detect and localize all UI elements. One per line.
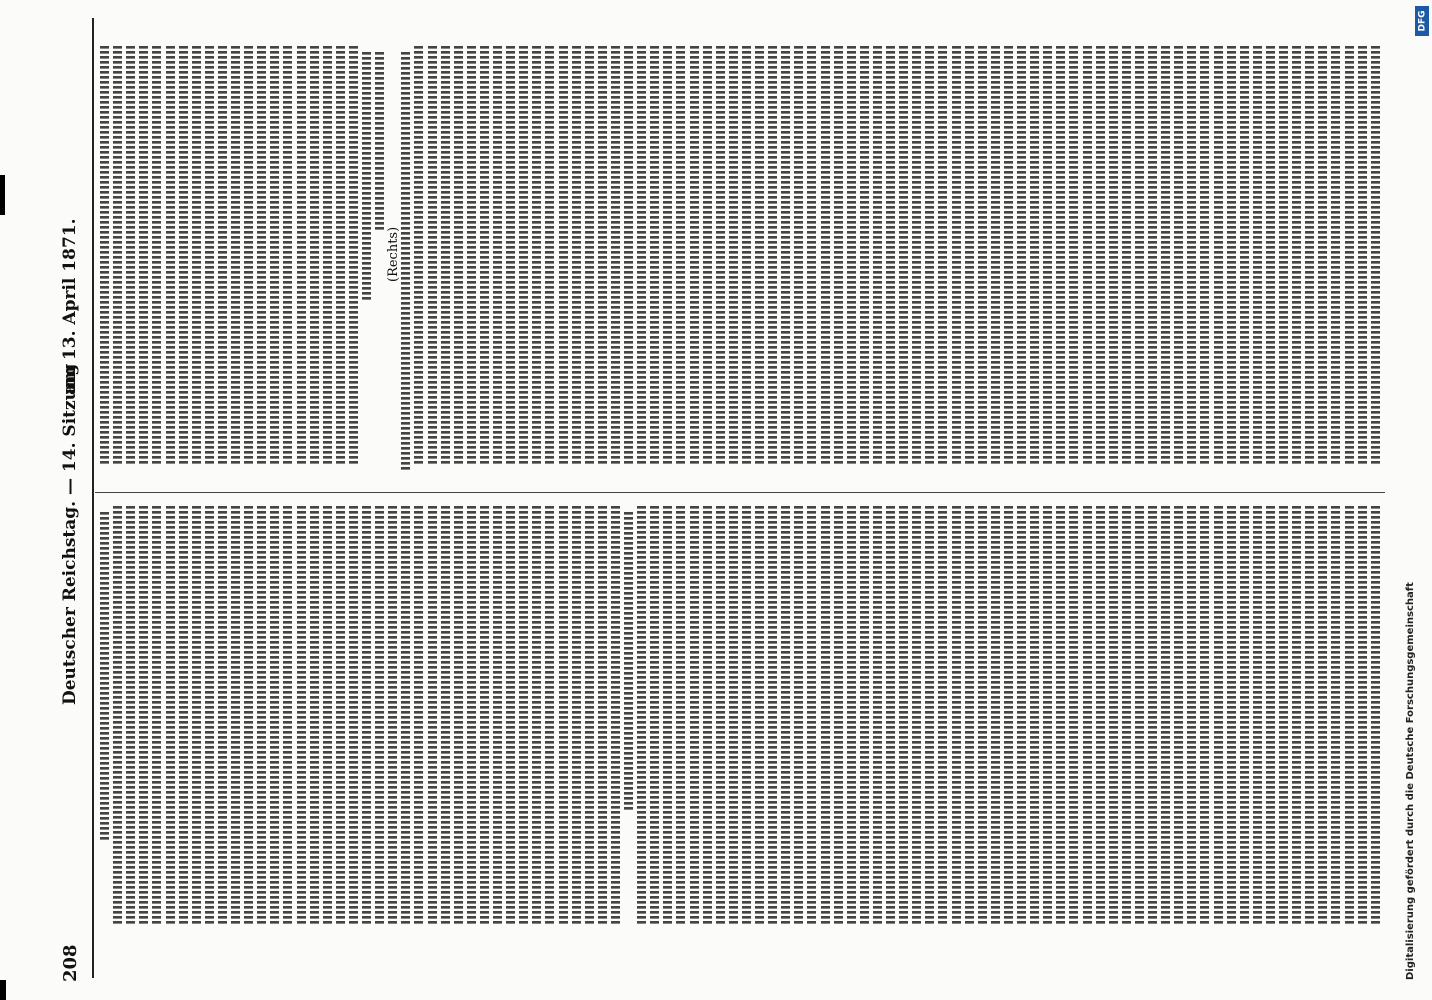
text-line — [1292, 46, 1301, 466]
text-line — [297, 46, 306, 466]
text-line — [375, 52, 384, 232]
text-line — [991, 46, 1000, 466]
text-line — [1240, 46, 1249, 466]
text-line — [938, 506, 947, 926]
running-header-left: Deutscher Reichstag. — 14. Sitzung — [60, 363, 80, 705]
running-header-right: am 13. April 1871. — [60, 218, 80, 395]
text-line — [231, 46, 240, 466]
text-line — [192, 506, 201, 926]
text-line — [585, 46, 594, 466]
text-line — [847, 46, 856, 466]
dfg-logo — [1415, 6, 1429, 36]
text-line — [126, 506, 135, 926]
text-line — [794, 506, 803, 926]
text-line — [1109, 46, 1118, 466]
text-line — [1056, 506, 1065, 926]
text-line — [978, 46, 987, 466]
text-line — [912, 46, 921, 466]
text-line — [624, 512, 633, 812]
text-line — [441, 46, 450, 466]
text-line — [1096, 46, 1105, 466]
text-line — [821, 46, 830, 466]
text-line — [218, 506, 227, 926]
text-line — [545, 46, 554, 466]
text-line — [1318, 506, 1327, 926]
text-line — [1122, 506, 1131, 926]
text-line — [257, 506, 266, 926]
text-line — [506, 46, 515, 466]
text-line — [454, 46, 463, 466]
text-line — [1017, 46, 1026, 466]
text-line — [794, 46, 803, 466]
text-line — [218, 46, 227, 466]
text-line — [729, 506, 738, 926]
text-line — [1135, 506, 1144, 926]
text-line — [952, 506, 961, 926]
text-line — [1358, 506, 1367, 926]
text-line — [978, 506, 987, 926]
text-line — [781, 46, 790, 466]
text-line — [401, 52, 410, 472]
text-line — [690, 506, 699, 926]
text-line — [1083, 506, 1092, 926]
text-line — [310, 506, 319, 926]
text-line — [598, 506, 607, 926]
text-line — [1358, 46, 1367, 466]
text-line — [1214, 46, 1223, 466]
text-line — [297, 506, 306, 926]
text-line — [139, 506, 148, 926]
text-line — [166, 506, 175, 926]
text-line — [532, 46, 541, 466]
text-line — [205, 506, 214, 926]
text-line — [886, 506, 895, 926]
text-line — [205, 46, 214, 466]
text-line — [572, 506, 581, 926]
text-line — [179, 46, 188, 466]
text-line — [1187, 46, 1196, 466]
text-line — [480, 46, 489, 466]
text-line — [1161, 506, 1170, 926]
text-line — [729, 46, 738, 466]
text-line — [860, 46, 869, 466]
text-line — [244, 506, 253, 926]
text-line — [257, 46, 266, 466]
text-line — [480, 506, 489, 926]
text-line — [532, 506, 541, 926]
text-line — [283, 506, 292, 926]
text-line — [1292, 506, 1301, 926]
section-mark: (Rechts) — [386, 226, 401, 282]
text-line — [1043, 506, 1052, 926]
text-line — [1305, 46, 1314, 466]
text-line — [886, 46, 895, 466]
text-line — [1187, 506, 1196, 926]
text-line — [428, 506, 437, 926]
scan-edge-mark — [0, 175, 5, 215]
text-line — [965, 506, 974, 926]
text-line — [1331, 46, 1340, 466]
text-line — [414, 506, 423, 926]
text-line — [755, 46, 764, 466]
text-line — [637, 46, 646, 466]
text-line — [899, 46, 908, 466]
text-line — [991, 506, 1000, 926]
text-line — [1161, 46, 1170, 466]
text-column-left — [100, 500, 1390, 930]
text-line — [559, 506, 568, 926]
text-line — [781, 506, 790, 926]
text-line — [873, 506, 882, 926]
text-line — [690, 46, 699, 466]
text-line — [860, 506, 869, 926]
text-line — [323, 46, 332, 466]
text-line — [1096, 506, 1105, 926]
text-line — [100, 46, 109, 466]
text-line — [1305, 506, 1314, 926]
text-line — [847, 506, 856, 926]
text-line — [663, 506, 672, 926]
text-line — [1004, 506, 1013, 926]
text-line — [362, 52, 371, 302]
text-line — [1030, 506, 1039, 926]
text-line — [1200, 506, 1209, 926]
text-line — [663, 46, 672, 466]
text-line — [768, 46, 777, 466]
text-line — [1227, 506, 1236, 926]
text-line — [1345, 506, 1354, 926]
text-line — [388, 506, 397, 926]
text-line — [100, 512, 109, 842]
text-line — [650, 46, 659, 466]
text-line — [1318, 46, 1327, 466]
text-line — [519, 506, 528, 926]
text-line — [375, 506, 384, 926]
text-line — [899, 506, 908, 926]
text-line — [113, 506, 122, 926]
text-column-right — [100, 40, 1390, 485]
text-line — [873, 46, 882, 466]
text-line — [1056, 46, 1065, 466]
text-line — [152, 46, 161, 466]
text-line — [270, 46, 279, 466]
text-line — [716, 46, 725, 466]
text-line — [336, 506, 345, 926]
text-line — [1200, 46, 1209, 466]
text-line — [807, 506, 816, 926]
text-line — [1371, 46, 1380, 466]
text-line — [1043, 46, 1052, 466]
text-line — [1214, 506, 1223, 926]
text-line — [454, 506, 463, 926]
text-line — [1371, 506, 1380, 926]
text-line — [1227, 46, 1236, 466]
text-line — [1331, 506, 1340, 926]
text-line — [349, 46, 358, 466]
text-line — [1122, 46, 1131, 466]
text-line — [1030, 46, 1039, 466]
text-line — [965, 46, 974, 466]
text-line — [1069, 46, 1078, 466]
dfg-logo-text: DFG — [1417, 10, 1428, 32]
page-number: 208 — [60, 944, 81, 982]
text-line — [493, 46, 502, 466]
text-line — [637, 506, 646, 926]
text-line — [1174, 506, 1183, 926]
text-line — [166, 46, 175, 466]
text-line — [283, 46, 292, 466]
text-line — [244, 46, 253, 466]
text-line — [467, 46, 476, 466]
text-line — [362, 506, 371, 926]
text-line — [572, 46, 581, 466]
text-line — [519, 46, 528, 466]
text-line — [428, 46, 437, 466]
text-line — [414, 46, 423, 466]
text-line — [336, 46, 345, 466]
text-line — [139, 46, 148, 466]
text-line — [1004, 46, 1013, 466]
text-line — [1279, 46, 1288, 466]
text-line — [310, 46, 319, 466]
text-line — [1253, 46, 1262, 466]
text-line — [1109, 506, 1118, 926]
text-line — [231, 506, 240, 926]
text-line — [768, 506, 777, 926]
text-line — [467, 506, 476, 926]
digitization-note: Digitalisierung gefördert durch die Deutsche Forschungsgemeinschaft — [1405, 582, 1416, 980]
text-line — [1345, 46, 1354, 466]
text-line — [1148, 46, 1157, 466]
header-rule — [92, 18, 94, 978]
text-line — [441, 506, 450, 926]
text-line — [585, 506, 594, 926]
text-line — [349, 506, 358, 926]
text-line — [952, 46, 961, 466]
text-line — [807, 46, 816, 466]
text-line — [716, 506, 725, 926]
text-line — [925, 46, 934, 466]
text-line — [192, 46, 201, 466]
text-line — [559, 46, 568, 466]
text-line — [742, 506, 751, 926]
text-line — [113, 46, 122, 466]
text-line — [676, 46, 685, 466]
text-line — [1135, 46, 1144, 466]
text-line — [611, 506, 620, 926]
text-line — [126, 46, 135, 466]
text-line — [506, 506, 515, 926]
text-line — [611, 46, 620, 466]
text-line — [1266, 46, 1275, 466]
text-line — [1266, 506, 1275, 926]
text-line — [1174, 46, 1183, 466]
text-line — [1253, 506, 1262, 926]
column-divider — [95, 492, 1385, 493]
text-line — [742, 46, 751, 466]
text-line — [703, 506, 712, 926]
text-line — [676, 506, 685, 926]
text-line — [650, 506, 659, 926]
text-line — [834, 506, 843, 926]
text-line — [152, 506, 161, 926]
text-line — [624, 46, 633, 466]
text-line — [755, 506, 764, 926]
text-line — [834, 46, 843, 466]
text-line — [179, 506, 188, 926]
text-line — [1017, 506, 1026, 926]
text-line — [323, 506, 332, 926]
text-line — [401, 506, 410, 926]
text-line — [925, 506, 934, 926]
text-line — [1148, 506, 1157, 926]
text-line — [598, 46, 607, 466]
text-line — [270, 506, 279, 926]
text-line — [1279, 506, 1288, 926]
text-line — [821, 506, 830, 926]
text-line — [703, 46, 712, 466]
text-line — [493, 506, 502, 926]
text-line — [1069, 506, 1078, 926]
text-line — [912, 506, 921, 926]
text-line — [1240, 506, 1249, 926]
text-line — [545, 506, 554, 926]
text-line — [1083, 46, 1092, 466]
text-line — [938, 46, 947, 466]
scan-edge-mark-bottom — [0, 980, 6, 1000]
